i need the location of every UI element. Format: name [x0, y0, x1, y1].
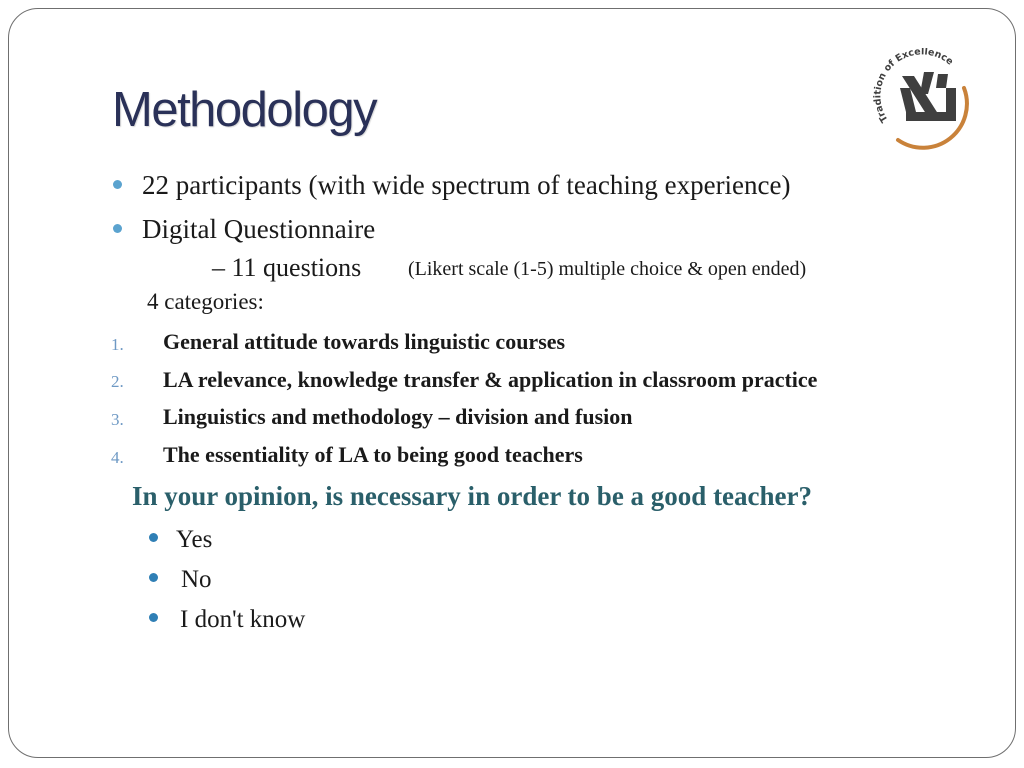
category-item: General attitude towards linguistic courses [163, 329, 566, 354]
achva-logo-icon [872, 48, 976, 152]
category-item: LA relevance, knowledge transfer & application in classroom practice [163, 367, 818, 392]
questions-detail: (Likert scale (1-5) multiple choice & open ended) [408, 258, 807, 280]
bullet-dot-icon [149, 573, 158, 582]
answer-no: No [181, 566, 212, 593]
bullet-participants: 22 participants (with wide spectrum of teaching experience) [142, 170, 791, 200]
logo-letters-icon [900, 72, 956, 121]
answer-dont-know: I don't know [180, 606, 306, 633]
survey-question: In your opinion, is necessary in order to be a good teacher? [132, 481, 813, 511]
logo-text: Tradition of Excellence [872, 48, 956, 125]
bullet-dot-icon [149, 613, 158, 622]
category-number: 3. [111, 410, 124, 429]
categories-heading: 4 categories: [147, 289, 264, 314]
questions-count: – 11 questions [212, 253, 362, 282]
bullet-questionnaire: Digital Questionnaire [142, 214, 376, 244]
slide-title: Methodology [112, 83, 377, 137]
category-number: 4. [111, 448, 124, 467]
category-number: 2. [111, 372, 124, 391]
category-item: Linguistics and methodology – division and fusion [163, 404, 633, 429]
answer-yes: Yes [176, 526, 213, 553]
bullet-dot-icon [113, 180, 122, 189]
bullet-dot-icon [149, 533, 158, 542]
category-item: The essentiality of LA to being good teachers [163, 442, 583, 467]
bullet-dot-icon [113, 224, 122, 233]
category-number: 1. [111, 335, 124, 354]
